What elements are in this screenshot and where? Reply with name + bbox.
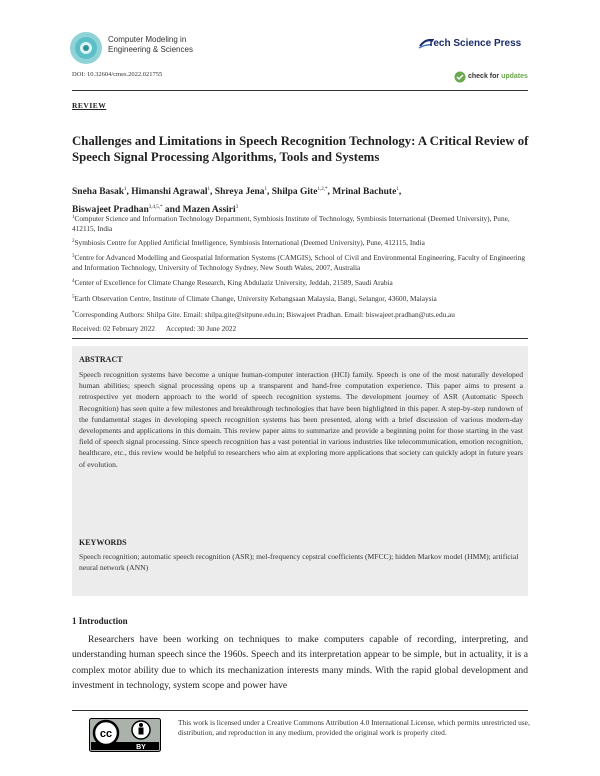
affiliation: $^3$Centre for Advanced Modelling and Geospatial Information Systems (CAMGIS), School of Civil and Environmental Engineering, Faculty of Engineering and Information Technology, University of Technology Sydney, New South Wales, 2007, Australia	[72, 253, 525, 272]
abstract-heading: ABSTRACT	[79, 355, 123, 364]
author-sup: 3,4,5,*	[148, 205, 163, 210]
abstract-text: Speech recognition systems have become a unique human-computer interaction (HCI) family. Speech is one of the most naturally developed human abilities; speech signal processing opens up a transparent and hand-free computation experience. This paper aims to present a retrospective yet modern approach to the world of speech recognition systems. The development journey of ASR (Automatic Speech Recognition) has seen quite a few milestones and breakthrough technologies that have been highlighted in this paper. A step-by-step rundown of the fundamental stages in developing speech recognition systems has been presented, along with a brief discussion of various modern-day developments and applications in this domain. This review paper aims to summarize and provide a beginning point for those starting in the vast field of speech signal processing. Since speech recognition has a vast potential in various industries like telecommunication, emotion recognition, healthcare, etc., this review would be helpful to researchers who aim at exploring more applications that society can quickly adopt in future years of evolution.	[79, 370, 523, 469]
affiliation: $^1$Computer Science and Information Technology Department, Symbiosis Institute of Technology, Symbiosis International (Deemed University), Pune, 412115, India	[72, 214, 510, 233]
doi: DOI: 10.32604/cmes.2022.021755	[72, 71, 163, 78]
article-title: Challenges and Limitations in Speech Recognition Technology: A Critical Review of Speech Signal Processing Algorithms, Tools and Systems	[72, 134, 529, 164]
journal-name: Computer Modeling in Engineering & Sciences	[108, 35, 193, 54]
dates	[72, 324, 532, 334]
author-sup: 1	[264, 187, 268, 192]
author-name: Shreya Jena	[214, 187, 265, 197]
creative-commons-by-badge[interactable]	[89, 718, 161, 752]
check-for-updates-icon[interactable]	[454, 71, 466, 83]
author-list: Sneha Basak$^1$, Himanshi Agrawal$^1$, Shreya Jena$^1$, Shilpa Gite$^{1,2,*}$, Mrinal Bachute$^1$, Biswajeet Pradhan$^{3,4,5,*}$ and Mazen Assiri$^3$	[72, 187, 402, 215]
keywords-heading: KEYWORDS	[79, 538, 127, 547]
received-date: Received: 02 February 2022	[72, 324, 155, 333]
author-name: Sneha Basak	[72, 187, 125, 197]
author-name: Biswajeet Pradhan	[72, 205, 149, 215]
check-label-prefix: check for	[468, 73, 500, 80]
article-type: REVIEW	[72, 101, 107, 110]
author-name: Himanshi Agrawal	[131, 187, 208, 197]
corresponding-authors: *Corresponding Authors: Shilpa Gite. Email: shilpa.gite@sitpune.edu.in; Biswajeet Pradhan. Email: biswajeet.pradhan@uts.edu.au	[72, 310, 455, 319]
cc-label: cc	[99, 728, 113, 740]
check-label-suffix: updates	[501, 73, 528, 80]
author-sup: 1	[124, 187, 127, 192]
keywords-text: Speech recognition; automatic speech recognition (ASR); mel-frequency cepstral coefficients (MFCC); hidden Markov model (HMM); artificial neural network (ANN)	[79, 552, 519, 573]
author-name: Mazen Assiri	[182, 205, 236, 215]
check-for-updates-link[interactable]	[468, 73, 528, 80]
author-name: Shilpa Gite	[271, 187, 318, 197]
by-label: BY	[136, 744, 146, 751]
publisher-name: Tech Science Press	[428, 38, 522, 49]
affiliation: $^5$Earth Observation Centre, Institute of Climate Change, University Kebangsaan Malaysia, Bangi, Selangor, 43600, Malaysia	[72, 294, 437, 303]
footer-divider	[72, 710, 528, 711]
header-divider	[72, 90, 528, 91]
section-heading-introduction: 1 Introduction	[72, 616, 128, 626]
dates-divider	[72, 338, 528, 339]
license-text: This work is licensed under a Creative Commons Attribution 4.0 International License, which permits unrestricted use, distribution, and reproduction in any medium, provided the original work is properly cited.	[178, 718, 530, 737]
introduction-text: Researchers have been working on techniques to make computers capable of recording, interpreting, and understanding human speech since the 1960s. Speech and its interpretation appear to be simple, but in actuality, it is a complex motor ability due to which its mechanization interests many minds. With the rapid global development and investment in technology, system scope and power have	[72, 634, 528, 691]
affiliation: $^2$Symbiosis Centre for Applied Artificial Intelligence, Symbiosis International (Deemed University), Pune, 412115, India	[72, 238, 425, 247]
affiliation: $^4$Center of Excellence for Climate Change Research, King Abdulaziz University, Jeddah, 21589, Saudi Arabia	[72, 278, 393, 287]
accepted-date: Accepted: 30 June 2022	[165, 324, 237, 333]
author-sup: 1	[396, 187, 399, 192]
author-sup: 3	[235, 205, 239, 210]
author-name: Mrinal Bachute	[332, 187, 397, 197]
author-sup: 1	[207, 187, 211, 192]
author-sup: 1,2,*	[317, 187, 328, 192]
journal-logo-icon	[68, 30, 104, 66]
